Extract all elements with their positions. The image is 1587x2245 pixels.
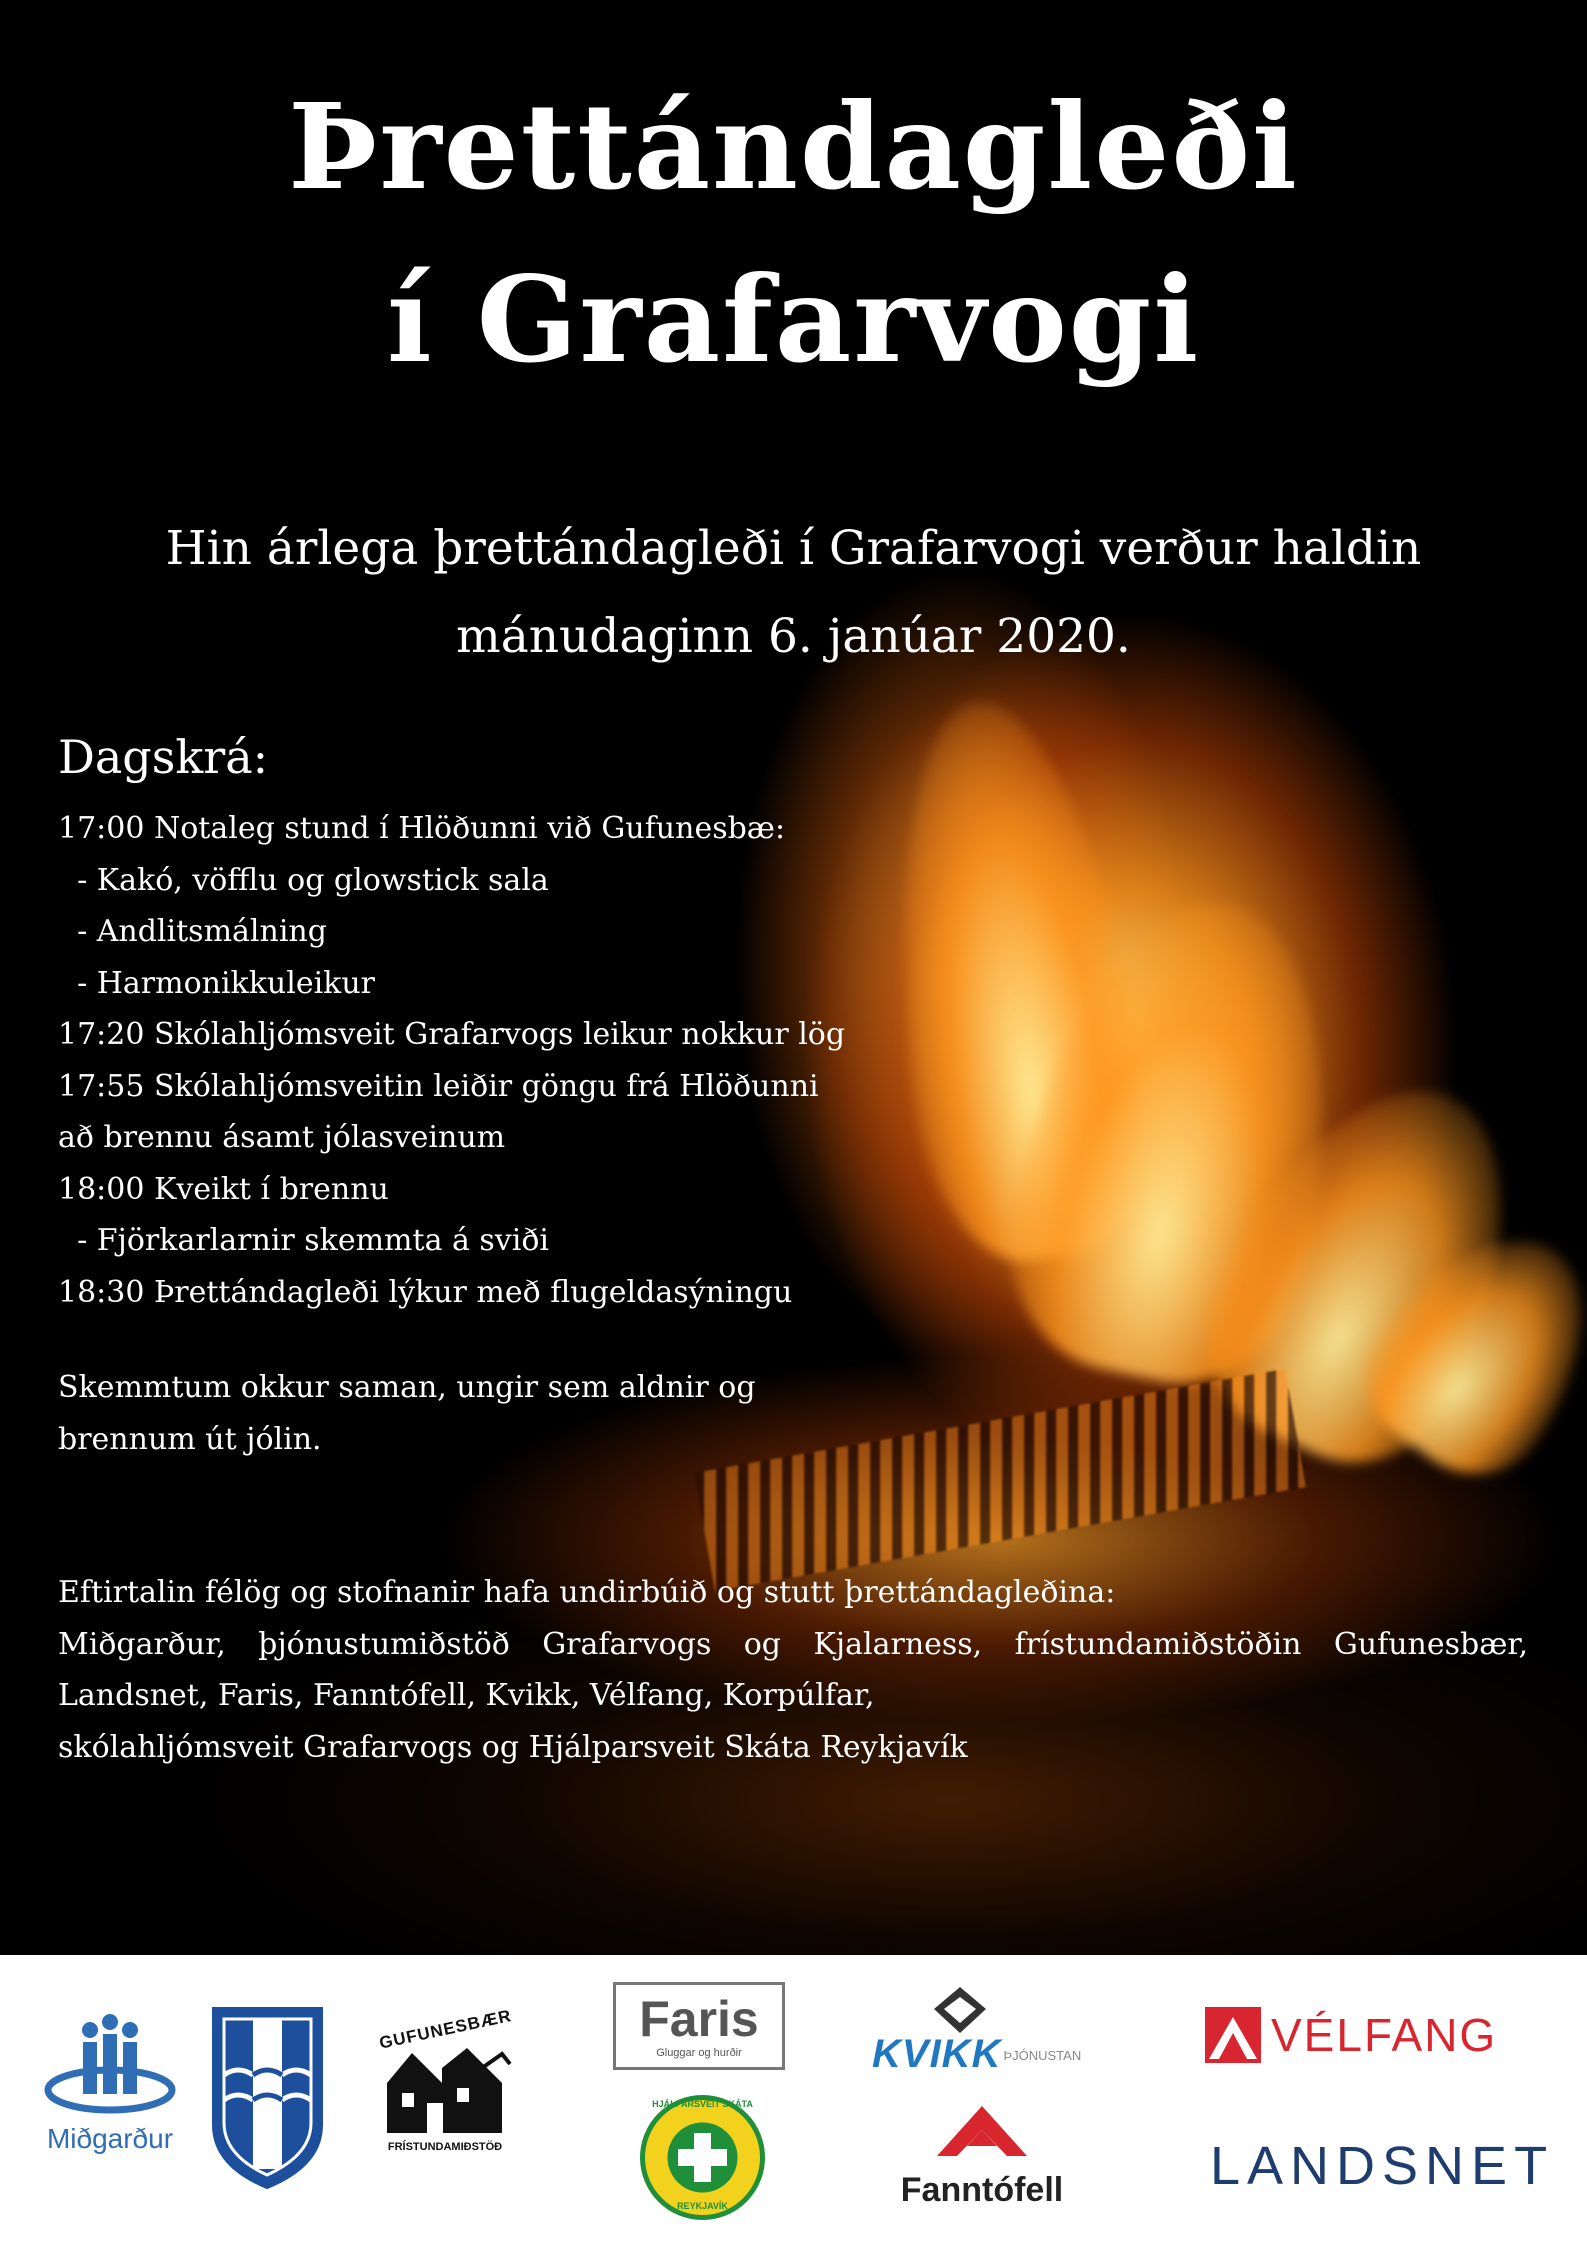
kvikk-logo [872, 1985, 1112, 2095]
sponsor-credits [58, 1567, 1528, 1773]
faris-wordmark: Faris [639, 1991, 759, 2047]
schedule-line: 18:30 Þrettándagleði lýkur með flugeldasýningu [58, 1274, 793, 1310]
schedule-line: - Andlitsmálning [58, 914, 327, 949]
gufunesbaer-logo [360, 2006, 530, 2180]
schedule-line: að brennu ásamt jólasveinum [58, 1120, 506, 1155]
credits-line: skólahljómsveit Grafarvogs og Hjálparsveit Skáta Reykjavík [58, 1729, 968, 1765]
landsnet-logo [1210, 2135, 1560, 2205]
credits-line: Miðgarður, þjónustumiðstöð Grafarvogs og Kjalarness, frístundamiðstöðin Gufunesbær, [58, 1626, 1528, 1662]
poster-title-line-2: í Grafarvogi [386, 250, 1201, 389]
kvikk-wordmark-row [872, 2032, 1112, 2077]
kvikk-tagline: ÞJÓNUSTAN [1003, 2048, 1082, 2063]
hjalparsveit-logo [640, 2095, 765, 2220]
landsnet-wordmark: LANDSNET [1210, 2136, 1555, 2196]
closing-line: brennum út jólin. [58, 1421, 322, 1457]
intro-line: Hin árlega þrettándagleði í Grafarvogi verður haldin [165, 521, 1422, 576]
schedule-line: 17:20 Skólahljómsveit Grafarvogs leikur nokkur lög [58, 1017, 846, 1052]
hjalparsveit-name: HJÁLPARSVEIT SKÁTA [652, 2099, 753, 2109]
fanntofell-logo [877, 2100, 1087, 2225]
midgardur-logo [40, 2010, 180, 2160]
faris-tagline: Gluggar og hurðir [656, 2047, 742, 2059]
schedule-line: 17:55 Skólahljómsveitin leiðir göngu frá Hlöðunni [58, 1068, 819, 1104]
schedule-line: - Harmonikkuleikur [58, 965, 376, 1001]
poster-title-line-1: Þrettándagleði [288, 77, 1299, 216]
haunted-house-icon [372, 2038, 522, 2138]
midgardur-emblem-icon [40, 2010, 180, 2120]
credits-intro: Eftirtalin félög og stofnanir hafa undirbúið og stutt þrettándagleðina: [58, 1575, 1116, 1610]
burning-pallets [694, 1369, 1306, 1591]
kvikk-wordmark: KVIKK [872, 2032, 1002, 2076]
fanntofell-mountain-icon [927, 2100, 1037, 2160]
schedule-list [58, 803, 845, 1318]
gufunesbaer-wordmark: GUFUNESBÆR [377, 2006, 514, 2053]
velfang-triangle-icon [1205, 2007, 1261, 2063]
velfang-logo [1205, 2000, 1515, 2070]
schedule-line: - Fjörkarlarnir skemmta á sviði [58, 1223, 550, 1258]
schedule-line: 18:00 Kveikt í brennu [58, 1171, 389, 1207]
credits-line: Landsnet, Faris, Fanntófell, Kvikk, Vélfang, Korpúlfar, [58, 1678, 875, 1713]
closing-text [58, 1362, 756, 1465]
midgardur-wordmark: Miðgarður [46, 2123, 174, 2154]
schedule-line: - Kakó, vöfflu og glowstick sala [58, 862, 549, 898]
faris-logo [613, 1982, 785, 2070]
intro-text [40, 505, 1547, 681]
closing-line: Skemmtum okkur saman, ungir sem aldnir og [58, 1370, 756, 1405]
schedule-line: 17:00 Notaleg stund í Hlöðunni við Gufunesbæ: [58, 811, 786, 846]
intro-line: mánudaginn 6. janúar 2020. [456, 609, 1131, 664]
hjalparsveit-city: REYKJAVÍK [677, 2201, 728, 2211]
kvikk-badge-icon [930, 1985, 990, 2035]
gufunesbaer-subtitle: FRÍSTUNDAMIÐSTÖÐ [387, 2141, 503, 2153]
reykjavik-coat-of-arms-logo [210, 2005, 325, 2190]
fanntofell-wordmark: Fanntófell [900, 2171, 1064, 2209]
velfang-wordmark: VÉLFANG [1271, 2009, 1498, 2061]
schedule-heading: Dagskrá: [58, 730, 269, 784]
sponsor-logo-bar [0, 1955, 1587, 2245]
reykjavik-shield-icon [210, 2005, 325, 2190]
